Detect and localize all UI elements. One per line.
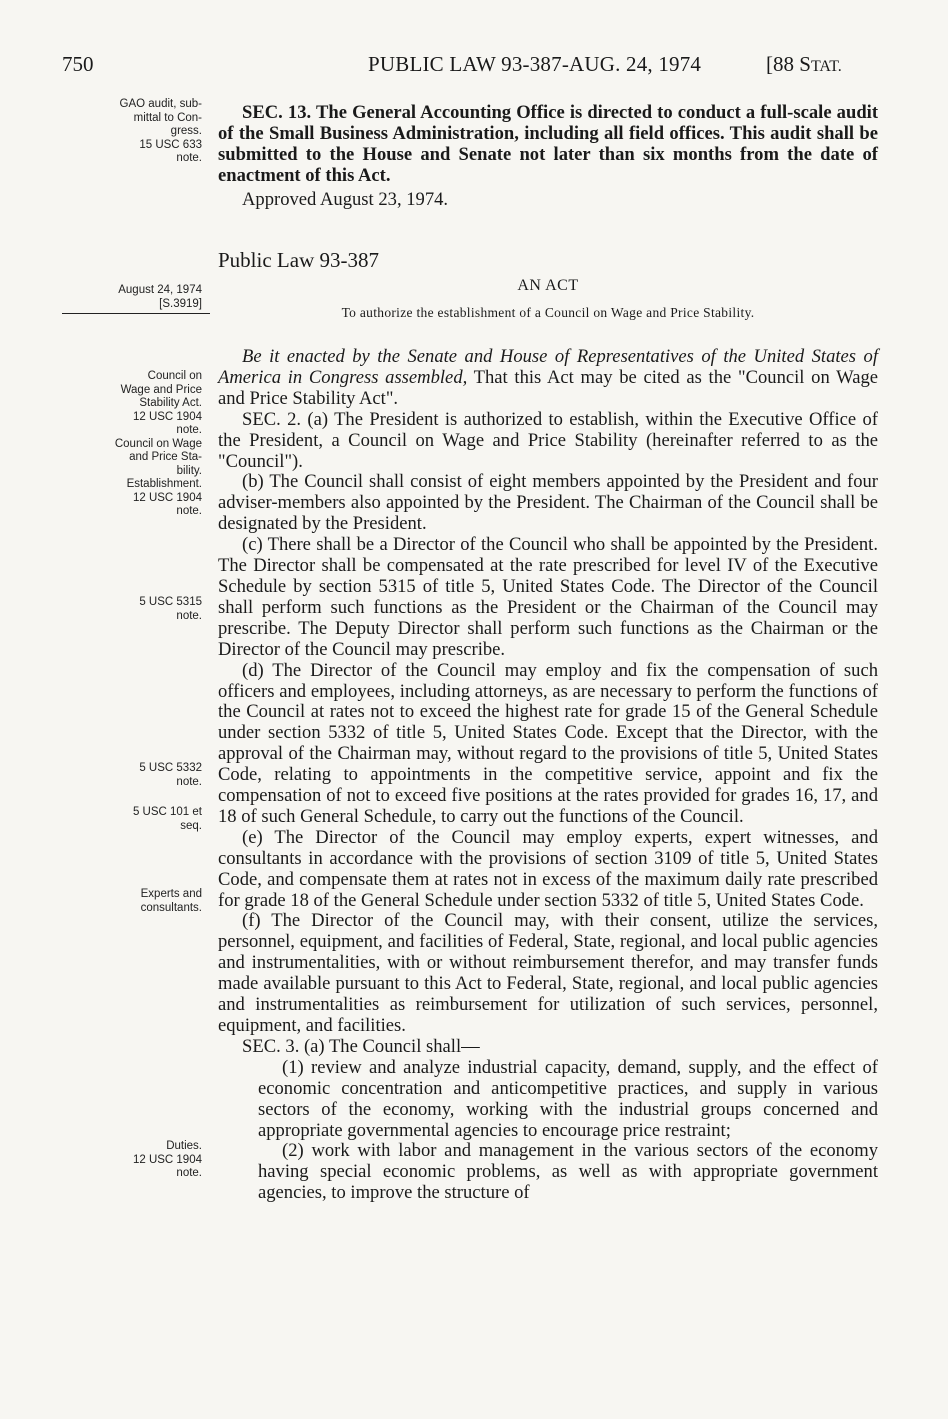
margin-note-duties: Duties. 12 USC 1904 note. (132, 1140, 202, 1179)
margin-note-5usc5315: 5 USC 5315 note. (139, 596, 202, 622)
section-13-label: SEC. 13. (242, 102, 312, 123)
section-2d: (d) The Director of the Council may employ and fix the compensation of such officers and employees, including attorneys, as are necessary to perform the functions of the Council at rates not to exceed the highest rate for grade 15 of the General Schedule under section 5332 of title 5, United States Code. Except that the Director, with the approval of the Chairman may, without regard to the provisions of title 5, United States Code, relating to appointments in the competitive service, appoint and fix the compensation of not to exceed five positions at the rates provided for grades 16, 17, and 18 of such General Schedule, to carry out the functions of the Council. (218, 659, 878, 827)
act-body (218, 347, 878, 1204)
approved-date: Approved August 23, 1974. (242, 189, 449, 210)
section-2c: (c) There shall be a Director of the Council who shall be appointed by the President. The Director shall be compensated at the rate prescribed for level IV of the Executive Schedule by section 5315 of title 5, United States Code. The Director of the Council shall perform such functions as the President or the Chairman of the Council may prescribe. The Deputy Director shall perform such functions as the Chairman or the Director of the Council may prescribe. (218, 534, 878, 660)
volume-reference (766, 52, 842, 77)
section-3a: SEC. 3. (a) The Council shall— (242, 1035, 480, 1057)
approval-line (218, 190, 878, 211)
section-13-text: The General Accounting Office is directed to conduct a full-scale audit of the Small Business Administration, including all field offices. This audit shall be submitted to the House and Senate not later than six months from the date of enactment of this Act. (218, 102, 879, 186)
volume-suffix: TAT. (810, 58, 842, 75)
page-header (0, 52, 948, 82)
enacting-clause-italic: Be it enacted by the Senate and House of Representatives of the United States of America in Congress assembled, (218, 346, 878, 388)
margin-note-gao-audit: GAO audit, sub- mittal to Con- gress. 15 USC 633 note. (119, 98, 202, 164)
margin-note-council-act: Council on Wage and Price Stability Act. 12 USC 1904 note. Council on Wage and Price Sta- bility. Establishment. 12 USC 1904 note. (114, 370, 202, 517)
section-13-paragraph (218, 103, 878, 187)
margin-rule (62, 313, 210, 314)
act-purpose: To authorize the establishment of a Council on Wage and Price Stability. (341, 305, 755, 320)
section-2b: (b) The Council shall consist of eight members appointed by the President and four adviser-members also appointed by the President. The Chairman of the Council shall be designated by the President. (218, 471, 878, 535)
margin-note-date: August 24, 1974 [S.3919] (118, 284, 202, 310)
running-head: PUBLIC LAW 93-387-AUG. 24, 1974 (368, 52, 702, 76)
section-2a: SEC. 2. (a) The President is authorized to establish, within the Executive Office of the President, a Council on Wage and Price Stability (hereinafter referred to as the "Council"). (218, 408, 878, 472)
section-3a-item-1: (1) review and analyze industrial capacity, demand, supply, and the effect of economic concentration and anticompetitive practices, and supply in various sectors of the economy, working with the industrial groups concerned and appropriate governmental agencies to encourage price restraint; (258, 1056, 878, 1141)
margin-note-5usc101: 5 USC 101 et seq. (132, 806, 202, 832)
section-13 (218, 103, 878, 187)
enacting-clause-rest: That this Act may be cited as the "Council on Wage and Price Stability Act". (218, 366, 878, 409)
public-law-title: Public Law 93-387 (218, 248, 379, 272)
section-2e: (e) The Director of the Council may employ experts, expert witnesses, and consultants in accordance with the provisions of section 3109 of title 5, United States Code, and compensate them at rates not in excess of the maximum daily rate prescribed for grade 18 of the General Schedule under section 5332 of title 5, United States Code. (218, 826, 878, 911)
an-act-heading: AN ACT (517, 277, 579, 294)
margin-note-experts: Experts and consultants. (140, 888, 202, 914)
section-3a-item-2: (2) work with labor and management in the various sectors of the economy having special economic problems, as well as with appropriate government agencies, to improve the structure of (258, 1140, 878, 1204)
section-2f: (f) The Director of the Council may, with their consent, utilize the services, personnel, equipment, and facilities of Federal, State, regional, and local public agencies and instrumentalities, with or without reimbursement therefor, and may transfer funds made available pursuant to this Act to Federal, State, regional, and local public agencies and instrumentalities as reimbursement for utilization of such services, personnel, equipment, and facilities. (218, 910, 878, 1036)
margin-note-5usc5332: 5 USC 5332 note. (139, 762, 202, 788)
enacting-clause (218, 347, 878, 410)
page-number: 750 (62, 52, 94, 76)
volume-prefix: [88 S (766, 52, 811, 76)
